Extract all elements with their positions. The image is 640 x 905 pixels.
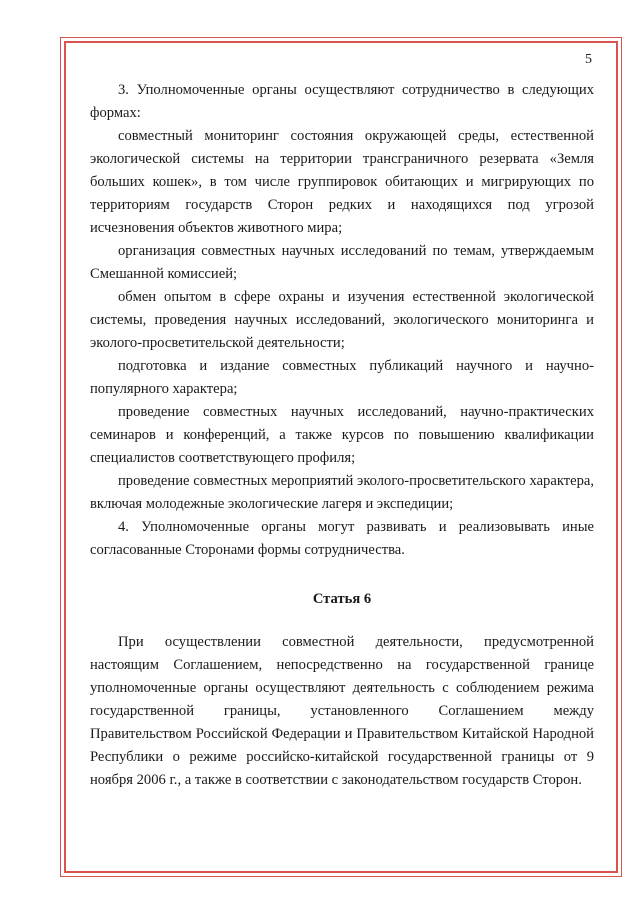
paragraph-education-events: проведение совместных мероприятий эколого-просветительского характера, включая молодежные экологические лагеря и экспедиции; xyxy=(90,473,594,512)
paragraph-publications: подготовка и издание совместных публикаций научного и научно-популярного характера; xyxy=(90,358,594,397)
page-number: 5 xyxy=(585,52,592,67)
paragraph-forms-intro: 3. Уполномоченные органы осуществляют сотрудничество в следующих формах: xyxy=(90,82,594,121)
paragraph-experience-exchange: обмен опытом в сфере охраны и изучения естественной экологической системы, проведения научных исследований, экологического мониторинга и эколого-просветительской деятельности; xyxy=(90,289,594,351)
paragraph-research-organization: организация совместных научных исследований по темам, утверждаемым Смешанной комиссией; xyxy=(90,243,594,282)
paragraph-joint-monitoring: совместный мониторинг состояния окружающей среды, естественной экологической системы на территории трансграничного резервата «Земля больших кошек», в том числе группировок обитающих и мигрирующих по территориям государств Сторон редких и находящихся под угрозой исчезновения объектов животного мира; xyxy=(90,128,594,236)
paragraph-article-6: При осуществлении совместной деятельности, предусмотренной настоящим Соглашением, непосредственно на государственной границе уполномоченные органы осуществляют деятельность с соблюдением режима государственной границы, установленного Соглашением между Правительством Российской Федерации и Правительством Китайской Народной Республики о режиме российско-китайской государственной границы от 9 ноября 2006 г., а также в соответствии с законодательством государств Сторон. xyxy=(90,634,594,788)
document-body xyxy=(90,79,594,792)
article-heading: Статья 6 xyxy=(312,591,372,607)
paragraph-seminars: проведение совместных научных исследований, научно-практических семинаров и конференций, а также курсов по повышению квалификации специалистов соответствующего профиля; xyxy=(90,404,594,466)
paragraph-other-forms: 4. Уполномоченные органы могут развивать и реализовывать иные согласованные Сторонами формы сотрудничества. xyxy=(90,519,594,558)
